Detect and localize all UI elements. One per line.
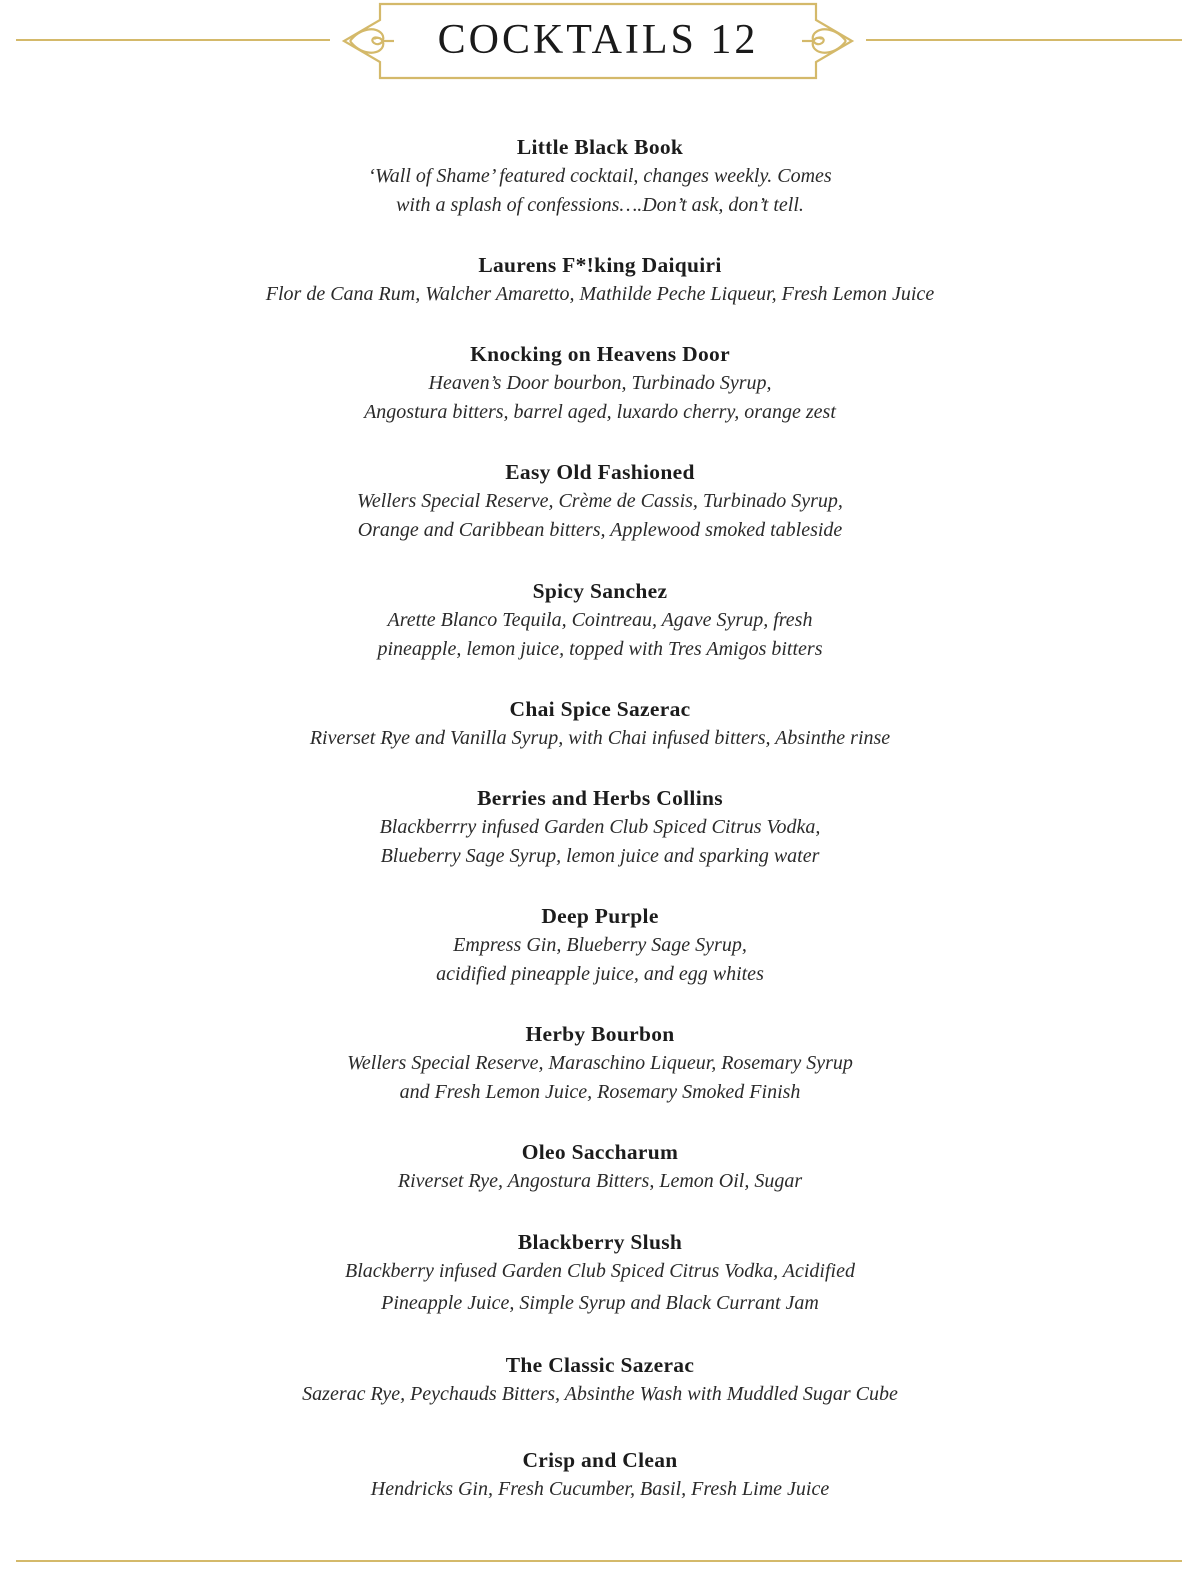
menu-item: [150, 1446, 1050, 1504]
menu-item-name: Little Black Book: [516, 135, 684, 159]
menu-item: [150, 902, 1050, 989]
header-rule-right: [866, 39, 1182, 41]
menu-item-description: Arette Blanco Tequila, Cointreau, Agave Syrup, fresh: [387, 609, 813, 631]
menu-item-description: Wellers Special Reserve, Crème de Cassis, Turbinado Syrup,: [357, 490, 843, 512]
menu-item-description: Blueberry Sage Syrup, lemon juice and sparking water: [380, 845, 820, 867]
menu-item-description: Wellers Special Reserve, Maraschino Liqueur, Rosemary Syrup: [347, 1052, 853, 1074]
menu-item-description: Angostura bitters, barrel aged, luxardo cherry, orange zest: [364, 401, 836, 423]
menu-item: [150, 1020, 1050, 1107]
menu-item: [150, 784, 1050, 871]
menu-item: [150, 1228, 1050, 1318]
menu-item: [150, 251, 1050, 309]
menu-item-name: Knocking on Heavens Door: [470, 342, 730, 366]
menu-section-title: COCKTAILS 12: [437, 17, 759, 63]
menu-item: [150, 340, 1050, 427]
menu-item-description: with a splash of confessions….Don’t ask, don’t tell.: [396, 194, 804, 216]
menu-item-description: Riverset Rye, Angostura Bitters, Lemon Oil, Sugar: [397, 1170, 803, 1192]
menu-item-name: Berries and Herbs Collins: [477, 786, 723, 810]
menu-item-name: Deep Purple: [541, 904, 659, 928]
menu-item-description: ‘Wall of Shame’ featured cocktail, changes weekly. Comes: [368, 165, 832, 187]
menu-item-description: Sazerac Rye, Peychauds Bitters, Absinthe Wash with Muddled Sugar Cube: [302, 1383, 898, 1405]
menu-item-description: Orange and Caribbean bitters, Applewood smoked tableside: [357, 519, 843, 541]
menu-item-description: Hendricks Gin, Fresh Cucumber, Basil, Fresh Lime Juice: [370, 1478, 830, 1500]
menu-item: [150, 133, 1050, 220]
menu-item: [150, 577, 1050, 664]
menu-item: [150, 458, 1050, 545]
menu-item: [150, 1351, 1050, 1409]
menu-item-name: Blackberry Slush: [517, 1230, 683, 1254]
menu-item-description: Flor de Cana Rum, Walcher Amaretto, Mathilde Peche Liqueur, Fresh Lemon Juice: [265, 283, 935, 305]
menu-item: [150, 1138, 1050, 1196]
menu-item-description: and Fresh Lemon Juice, Rosemary Smoked Finish: [399, 1081, 801, 1103]
menu-item-description: Heaven’s Door bourbon, Turbinado Syrup,: [428, 372, 772, 394]
menu-item-name: Herby Bourbon: [525, 1022, 675, 1046]
menu-item-description: Blackberrry infused Garden Club Spiced Citrus Vodka,: [379, 816, 821, 838]
menu-item-name: Oleo Saccharum: [521, 1140, 679, 1164]
menu-item-description: acidified pineapple juice, and egg whites: [436, 963, 764, 985]
menu-item: [150, 695, 1050, 753]
header-rule-left: [16, 39, 330, 41]
menu-item-description: Blackberry infused Garden Club Spiced Citrus Vodka, Acidified: [345, 1260, 855, 1282]
footer-rule: [16, 1560, 1182, 1562]
menu-item-name: Laurens F*!king Daiquiri: [478, 253, 722, 277]
menu-item-name: Spicy Sanchez: [532, 579, 668, 603]
menu-item-description: Riverset Rye and Vanilla Syrup, with Chai infused bitters, Absinthe rinse: [309, 727, 891, 749]
menu-item-description: Pineapple Juice, Simple Syrup and Black Currant Jam: [381, 1292, 819, 1314]
menu-item-name: The Classic Sazerac: [505, 1353, 695, 1377]
menu-item-description: Empress Gin, Blueberry Sage Syrup,: [453, 934, 747, 956]
menu-item-name: Crisp and Clean: [522, 1448, 678, 1472]
menu-item-description: pineapple, lemon juice, topped with Tres Amigos bitters: [377, 638, 823, 660]
menu-item-name: Chai Spice Sazerac: [509, 697, 691, 721]
menu-item-name: Easy Old Fashioned: [505, 460, 695, 484]
